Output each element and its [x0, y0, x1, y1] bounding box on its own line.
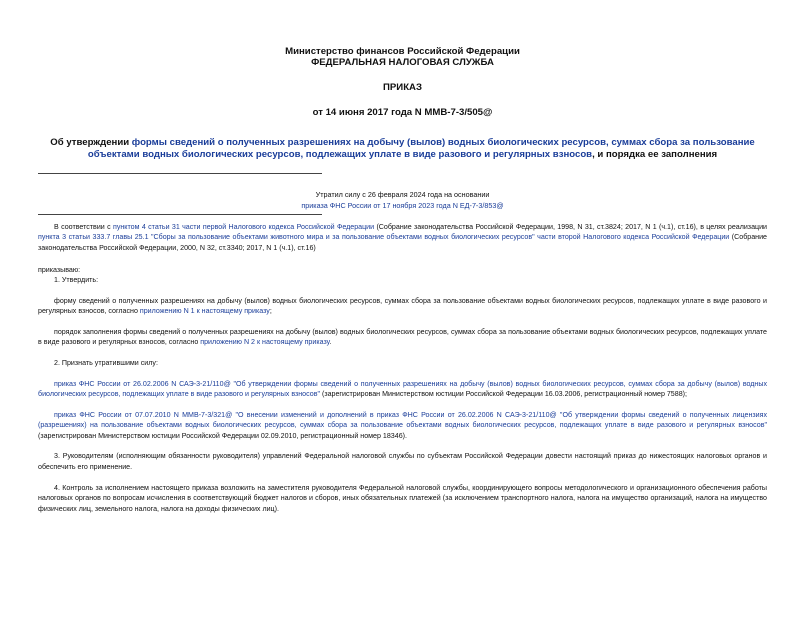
item2-heading: 2. Признать утратившими силу: [54, 359, 158, 368]
divider-bottom [38, 214, 322, 215]
item1-heading: 1. Утвердить: [54, 276, 99, 285]
item1-form-text: форму сведений о полученных разрешениях на добычу (вылов) водных биологических ресурсов, суммах сбора за пользование объектами водных биологических ресурсов, подлежащих уплате в виде разового и регулярных взносов, согласно [38, 296, 767, 316]
doc-title [38, 137, 767, 161]
item3-paragraph: 3. Руководителям (исполняющим обязанности руководителя) управлений Федеральной налоговой службы по субъектам Российской Федерации довести настоящий приказ до нижестоящих налоговых органов и обеспечить его применение. [38, 452, 767, 471]
lost-force-link[interactable]: приказа ФНС России от 17 ноября 2023 года N ЕД-7-3/853@ [301, 201, 504, 210]
decree-word: приказываю: [38, 265, 81, 274]
title-suffix: , и порядка ее заполнения [592, 149, 718, 160]
item1-form-end: ; [269, 307, 272, 316]
appendix2-link[interactable]: приложению N 2 к настоящему приказу [200, 338, 330, 347]
basis-text-3: (Собрание законодательства Российской Федерации, 2000, N 32, ст.3340; 2017, N 1 (ч.1), ст.16) [38, 233, 767, 252]
item1-order-end: . [329, 338, 332, 347]
doc-date-number: от 14 июня 2017 года N ММВ-7-3/505@ [312, 107, 493, 118]
lost-force-text: Утратил силу с 26 февраля 2024 года на основании [315, 190, 490, 199]
item4-paragraph: 4. Контроль за исполнением настоящего приказа возложить на заместителя руководителя Федеральной налоговой службы, координирующего вопросы методологического и организационного обеспечения работы налоговых органов по вопросам исчисления в соответствующий бюджет налогов и сборов, иных обязательных платежей (за исключением транспортного налога, налога на имущество организаций, налога на имущество физических лиц, земельного налога, налога на доходы физических лиц). [38, 484, 767, 513]
item2-b-paragraph [38, 410, 767, 441]
item2-a-text: (зарегистрирован Министерством юстиции Российской Федерации 16.03.2006, регистрационный номер 7588); [319, 390, 687, 399]
repealed-order-2010-link[interactable]: приказ ФНС России от 07.07.2010 N ММВ-7-3/321@ "О внесении изменений и дополнений в приказ ФНС России от 26.02.2006 N САЭ-3-21/110@ "Об утверждении формы сведений о полученных лицензиях (разрешениях) на пользование объектами водных биологических ресурсов, суммах сбора за пользование объектами водных биологических ресурсов, подлежащих уплате в виде разового и регулярных взносов" [38, 411, 767, 430]
service-name: ФЕДЕРАЛЬНАЯ НАЛОГОВАЯ СЛУЖБА [311, 57, 494, 68]
ministry-name: Министерство финансов Российской Федерации [285, 46, 520, 57]
tax-code-art31-link[interactable]: пунктом 4 статьи 31 части первой Налогового кодекса Российской Федерации [113, 223, 375, 231]
lost-force-note [38, 189, 767, 211]
document-page [0, 46, 807, 617]
divider-top [38, 173, 322, 174]
basis-paragraph [38, 222, 767, 253]
item2-b-text: (зарегистрирован Министерством юстиции Российской Федерации 02.09.2010, регистрационный номер 18346). [38, 431, 407, 440]
basis-text-1: В соответствии с [54, 223, 113, 231]
item1-order-paragraph [38, 327, 767, 348]
tax-code-art333-link[interactable]: пункта 3 статьи 333.7 главы 25.1 "Сборы за пользование объектами животного мира и за пользование объектами водных биологических ресурсов" части второй Налогового кодекса Российской Федерации [38, 233, 730, 242]
title-form-link[interactable]: формы сведений о полученных разрешениях на добычу (вылов) водных биологических ресурсов, суммах сбора за пользование объектами водных биологических ресурсов, подлежащих уплате в виде разового и регулярных взносов [87, 137, 755, 160]
appendix1-link[interactable]: приложению N 1 к настоящему приказу [139, 307, 270, 316]
item1-order-text: порядок заполнения формы сведений о полученных разрешениях на добычу (вылов) водных биологических ресурсов, суммах сбора за пользование объектами водных биологических ресурсов, подлежащих уплате в виде разового и регулярных взносов, согласно [38, 328, 767, 347]
repealed-order-2006-link[interactable]: приказ ФНС России от 26.02.2006 N САЭ-3-21/110@ "Об утверждении формы сведений о полученных разрешениях на добычу (вылов) водных биологических ресурсов, суммах сбора за добычу (вылов) водных биологических ресурсов, подлежащих уплате в виде разового и регулярных взносов" [38, 379, 767, 399]
item1-form-paragraph [38, 296, 767, 317]
basis-text-2: (Собрание законодательства Российской Федерации, 1998, N 31, ст.3824; 2017, N 1 (ч.1), ст.16), в целях реализации [374, 223, 767, 231]
doc-type: ПРИКАЗ [383, 82, 422, 93]
title-prefix: Об утверждении [50, 137, 132, 148]
item2-a-paragraph [38, 379, 767, 400]
